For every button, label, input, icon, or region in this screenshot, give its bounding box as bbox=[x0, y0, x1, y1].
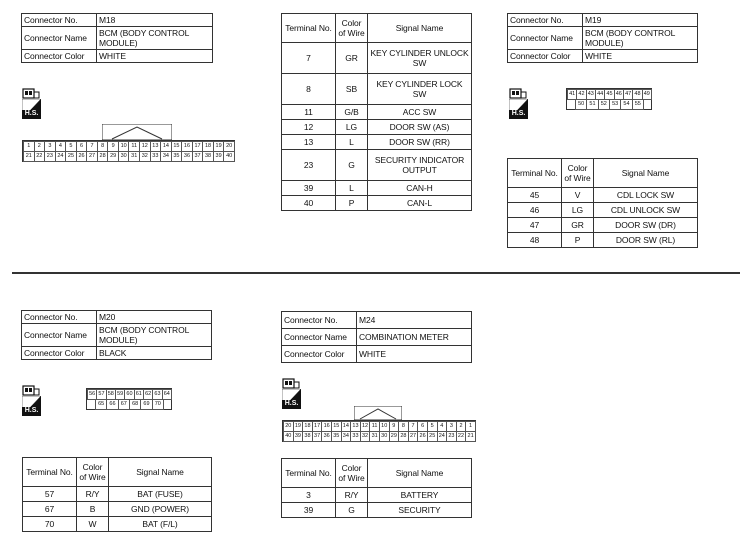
pin-cell: 23 bbox=[446, 431, 457, 442]
pin-cell: 28 bbox=[97, 151, 109, 162]
terminal-no-cell: 46 bbox=[508, 203, 562, 218]
pin-cell: 69 bbox=[140, 399, 152, 410]
pin-cell: 59 bbox=[115, 389, 125, 400]
pin-cell: 44 bbox=[595, 89, 605, 100]
pin-cell: 27 bbox=[86, 151, 98, 162]
pin-cell: 19 bbox=[213, 141, 225, 152]
pin-cell: 33 bbox=[350, 431, 361, 442]
m19-connector-face bbox=[566, 88, 652, 110]
pin-cell: 22 bbox=[34, 151, 46, 162]
info-value: WHITE bbox=[583, 50, 698, 63]
info-value: WHITE bbox=[97, 50, 213, 63]
pin-cell: 20 bbox=[283, 421, 294, 432]
pin-cell: 33 bbox=[150, 151, 162, 162]
pin-cell: 46 bbox=[614, 89, 624, 100]
info-key: Connector Color bbox=[22, 347, 97, 360]
pin-cell: 35 bbox=[331, 431, 342, 442]
wire-color-cell: R/Y bbox=[77, 487, 109, 502]
terminal-no-cell: 45 bbox=[508, 188, 562, 203]
wire-color-cell: R/Y bbox=[336, 488, 368, 503]
header-signal-name: Signal Name bbox=[109, 458, 212, 487]
pin-cell: 52 bbox=[598, 99, 610, 110]
signal-name-cell: CDL LOCK SW bbox=[594, 188, 698, 203]
pin-cell: 3 bbox=[446, 421, 457, 432]
pin-cell: 51 bbox=[586, 99, 598, 110]
pin-cell: 31 bbox=[128, 151, 140, 162]
pin-row-top bbox=[87, 389, 171, 399]
info-key: Connector No. bbox=[22, 311, 97, 324]
signal-name-cell: CAN-H bbox=[368, 181, 472, 196]
info-key: Connector Name bbox=[22, 27, 97, 50]
pin-cell: 29 bbox=[389, 431, 400, 442]
table-row bbox=[282, 120, 472, 135]
terminal-no-cell: 11 bbox=[282, 105, 336, 120]
header-signal-name: Signal Name bbox=[368, 459, 472, 488]
signal-name-cell: DOOR SW (AS) bbox=[368, 120, 472, 135]
header-wire-color: Color of Wire bbox=[562, 159, 594, 188]
info-key: Connector Name bbox=[508, 27, 583, 50]
pin-row-bottom bbox=[567, 99, 651, 109]
pin-cell: 55 bbox=[632, 99, 644, 110]
wire-color-cell: G bbox=[336, 503, 368, 518]
pin-row-bottom bbox=[87, 399, 171, 409]
pin-cell: 58 bbox=[106, 389, 116, 400]
wire-color-cell: G bbox=[336, 150, 368, 181]
terminal-no-cell: 39 bbox=[282, 181, 336, 196]
signal-name-cell: ACC SW bbox=[368, 105, 472, 120]
pin-cell: 9 bbox=[107, 141, 119, 152]
harness-side-icon bbox=[22, 385, 41, 416]
info-value: BCM (BODY CONTROL MODULE) bbox=[583, 27, 698, 50]
harness-side-icon bbox=[509, 88, 528, 119]
signal-name-cell: DOOR SW (RL) bbox=[594, 233, 698, 248]
pin-cell: 10 bbox=[118, 141, 130, 152]
pin-cell: 16 bbox=[181, 141, 193, 152]
pin-cell: 34 bbox=[160, 151, 172, 162]
pin-cell: 28 bbox=[398, 431, 409, 442]
pin-row-top bbox=[567, 89, 651, 99]
table-row bbox=[508, 218, 698, 233]
header-wire-color: Color of Wire bbox=[336, 459, 368, 488]
pin-cell: 2 bbox=[456, 421, 467, 432]
harness-side-icon bbox=[22, 88, 41, 119]
m24-terminal-table bbox=[281, 458, 472, 518]
wire-color-cell: L bbox=[336, 135, 368, 150]
header-signal-name: Signal Name bbox=[594, 159, 698, 188]
pin-cell: 42 bbox=[576, 89, 586, 100]
pin-cell: 8 bbox=[97, 141, 109, 152]
pin-cell: 13 bbox=[350, 421, 361, 432]
info-value: BLACK bbox=[97, 347, 212, 360]
pin-row-top bbox=[23, 141, 234, 151]
pin-cell: 39 bbox=[293, 431, 304, 442]
pin-cell: 14 bbox=[160, 141, 172, 152]
pin-row-top bbox=[283, 421, 475, 431]
connector-lock-tab bbox=[354, 406, 402, 420]
pin-cell: 45 bbox=[604, 89, 614, 100]
pin-cell: 24 bbox=[437, 431, 448, 442]
pin-cell: 54 bbox=[620, 99, 632, 110]
wire-color-cell: V bbox=[562, 188, 594, 203]
wire-color-cell: P bbox=[336, 196, 368, 211]
pin-cell: 53 bbox=[609, 99, 621, 110]
terminal-no-cell: 3 bbox=[282, 488, 336, 503]
pin-cell: 7 bbox=[86, 141, 98, 152]
pin-cell: 18 bbox=[202, 141, 214, 152]
pin-cell: 62 bbox=[143, 389, 153, 400]
header-signal-name: Signal Name bbox=[368, 14, 472, 43]
pin-cell: 9 bbox=[389, 421, 400, 432]
pin-cell: 40 bbox=[283, 431, 294, 442]
terminal-no-cell: 48 bbox=[508, 233, 562, 248]
signal-name-cell: SECURITY INDICATOR OUTPUT bbox=[368, 150, 472, 181]
pin-cell: 23 bbox=[44, 151, 56, 162]
terminal-no-cell: 40 bbox=[282, 196, 336, 211]
table-header bbox=[282, 14, 472, 43]
info-row bbox=[22, 14, 213, 27]
pin-cell: 32 bbox=[360, 431, 371, 442]
m19-terminal-table bbox=[507, 158, 698, 248]
pin-cell: 7 bbox=[408, 421, 419, 432]
pin-cell: 31 bbox=[369, 431, 380, 442]
table-row bbox=[23, 487, 212, 502]
wire-color-cell: SB bbox=[336, 74, 368, 105]
pin-cell: 66 bbox=[106, 399, 118, 410]
terminal-no-cell: 39 bbox=[282, 503, 336, 518]
pin-cell: 24 bbox=[55, 151, 67, 162]
info-key: Connector Name bbox=[22, 324, 97, 347]
pin-cell: 36 bbox=[321, 431, 332, 442]
pin-grid bbox=[282, 420, 476, 442]
pin-cell: 38 bbox=[202, 151, 214, 162]
pin-cell: 6 bbox=[76, 141, 88, 152]
info-row bbox=[282, 312, 472, 329]
pin-row-bottom bbox=[23, 151, 234, 161]
m24-connector-info bbox=[281, 311, 472, 363]
pin-cell: 43 bbox=[586, 89, 596, 100]
header-terminal-no: Terminal No. bbox=[282, 459, 336, 488]
pin-cell: 30 bbox=[379, 431, 390, 442]
info-row bbox=[508, 50, 698, 63]
pin-cell: 11 bbox=[369, 421, 380, 432]
pin-cell: 35 bbox=[171, 151, 183, 162]
table-row bbox=[282, 105, 472, 120]
connector-lock-tab bbox=[102, 124, 172, 140]
terminal-no-cell: 8 bbox=[282, 74, 336, 105]
signal-name-cell: DOOR SW (DR) bbox=[594, 218, 698, 233]
pin-cell: 63 bbox=[152, 389, 162, 400]
pin-cell: 37 bbox=[312, 431, 323, 442]
pin-cell: 6 bbox=[417, 421, 428, 432]
info-row bbox=[22, 50, 213, 63]
info-value: WHITE bbox=[357, 346, 472, 363]
pin-grid bbox=[22, 140, 235, 162]
m20-connector-info bbox=[21, 310, 212, 360]
info-key: Connector No. bbox=[282, 312, 357, 329]
pin-cell: 22 bbox=[456, 431, 467, 442]
signal-name-cell: GND (POWER) bbox=[109, 502, 212, 517]
info-key: Connector No. bbox=[508, 14, 583, 27]
table-row bbox=[282, 488, 472, 503]
info-key: Connector No. bbox=[22, 14, 97, 27]
pin-cell: 12 bbox=[360, 421, 371, 432]
table-row bbox=[282, 181, 472, 196]
info-row bbox=[282, 329, 472, 346]
pin-cell: 17 bbox=[312, 421, 323, 432]
pin-cell: 41 bbox=[567, 89, 577, 100]
pin-cell: 18 bbox=[302, 421, 313, 432]
terminal-no-cell: 12 bbox=[282, 120, 336, 135]
info-value: M24 bbox=[357, 312, 472, 329]
pin-cell: 34 bbox=[341, 431, 352, 442]
info-value: M20 bbox=[97, 311, 212, 324]
table-header bbox=[282, 459, 472, 488]
pin-cell: 2 bbox=[34, 141, 46, 152]
pin-cell: 3 bbox=[44, 141, 56, 152]
pin-cell: 67 bbox=[118, 399, 130, 410]
signal-name-cell: BAT (F/L) bbox=[109, 517, 212, 532]
info-value: BCM (BODY CONTROL MODULE) bbox=[97, 324, 212, 347]
wire-color-cell: W bbox=[77, 517, 109, 532]
terminal-no-cell: 47 bbox=[508, 218, 562, 233]
pin-row-bottom bbox=[283, 431, 475, 441]
pin-cell: 5 bbox=[427, 421, 438, 432]
pin-cell: 39 bbox=[213, 151, 225, 162]
info-row bbox=[22, 347, 212, 360]
pin-cell: 27 bbox=[408, 431, 419, 442]
info-row bbox=[508, 27, 698, 50]
table-row bbox=[282, 74, 472, 105]
section-divider bbox=[12, 272, 740, 274]
pin-cell: 11 bbox=[128, 141, 140, 152]
table-row bbox=[282, 503, 472, 518]
pin-cell: 8 bbox=[398, 421, 409, 432]
header-wire-color: Color of Wire bbox=[77, 458, 109, 487]
pin-cell: 65 bbox=[95, 399, 107, 410]
info-row bbox=[282, 346, 472, 363]
pin-cell: 56 bbox=[87, 389, 97, 400]
pin-cell: 61 bbox=[134, 389, 144, 400]
pin-cell: 25 bbox=[427, 431, 438, 442]
table-row bbox=[282, 43, 472, 74]
info-row bbox=[22, 27, 213, 50]
wire-color-cell: LG bbox=[336, 120, 368, 135]
table-row bbox=[282, 196, 472, 211]
info-key: Connector Color bbox=[282, 346, 357, 363]
wire-color-cell: GR bbox=[336, 43, 368, 74]
pin-cell: 4 bbox=[437, 421, 448, 432]
info-key: Connector Name bbox=[282, 329, 357, 346]
pin-cell: 36 bbox=[181, 151, 193, 162]
pin-cell: 1 bbox=[465, 421, 476, 432]
signal-name-cell: DOOR SW (RR) bbox=[368, 135, 472, 150]
terminal-no-cell: 23 bbox=[282, 150, 336, 181]
pin-cell: 30 bbox=[118, 151, 130, 162]
pin-cell: 5 bbox=[65, 141, 77, 152]
terminal-no-cell: 13 bbox=[282, 135, 336, 150]
pin-cell: 21 bbox=[465, 431, 476, 442]
m20-terminal-table bbox=[22, 457, 212, 532]
header-terminal-no: Terminal No. bbox=[23, 458, 77, 487]
info-row bbox=[22, 324, 212, 347]
table-row bbox=[508, 188, 698, 203]
m18-terminal-table bbox=[281, 13, 472, 211]
header-terminal-no: Terminal No. bbox=[282, 14, 336, 43]
pin-cell: 37 bbox=[192, 151, 204, 162]
pin-cell: 38 bbox=[302, 431, 313, 442]
m20-connector-face bbox=[86, 388, 172, 410]
hs-label: H.S. bbox=[284, 400, 299, 407]
table-row bbox=[508, 203, 698, 218]
header-terminal-no: Terminal No. bbox=[508, 159, 562, 188]
m19-connector-info bbox=[507, 13, 698, 63]
pin-cell: 68 bbox=[129, 399, 141, 410]
table-row bbox=[282, 135, 472, 150]
info-value: COMBINATION METER bbox=[357, 329, 472, 346]
pin-cell: 12 bbox=[139, 141, 151, 152]
signal-name-cell: CAN-L bbox=[368, 196, 472, 211]
header-wire-color: Color of Wire bbox=[336, 14, 368, 43]
signal-name-cell: CDL UNLOCK SW bbox=[594, 203, 698, 218]
pin-cell: 13 bbox=[150, 141, 162, 152]
pin-cell: 29 bbox=[107, 151, 119, 162]
pin-cell: 15 bbox=[331, 421, 342, 432]
pin-cell: 32 bbox=[139, 151, 151, 162]
table-header bbox=[508, 159, 698, 188]
pin-cell: 49 bbox=[642, 89, 652, 100]
info-value: M18 bbox=[97, 14, 213, 27]
wire-color-cell: P bbox=[562, 233, 594, 248]
pin-cell: 47 bbox=[623, 89, 633, 100]
table-row bbox=[282, 150, 472, 181]
pin-cell: 19 bbox=[293, 421, 304, 432]
wire-color-cell: GR bbox=[562, 218, 594, 233]
info-row bbox=[508, 14, 698, 27]
hs-label: H.S. bbox=[24, 407, 39, 414]
pin-cell: 26 bbox=[417, 431, 428, 442]
table-row bbox=[23, 517, 212, 532]
signal-name-cell: KEY CYLINDER UNLOCK SW bbox=[368, 43, 472, 74]
pin-cell: 25 bbox=[65, 151, 77, 162]
pin-cell: 1 bbox=[23, 141, 35, 152]
table-row bbox=[508, 233, 698, 248]
pin-cell: 70 bbox=[152, 399, 164, 410]
terminal-no-cell: 7 bbox=[282, 43, 336, 74]
pin-cell: 60 bbox=[124, 389, 134, 400]
terminal-no-cell: 67 bbox=[23, 502, 77, 517]
pin-cell: 50 bbox=[575, 99, 587, 110]
pin-cell: 48 bbox=[632, 89, 642, 100]
pin-cell: 14 bbox=[341, 421, 352, 432]
signal-name-cell: BAT (FUSE) bbox=[109, 487, 212, 502]
wire-color-cell: G/B bbox=[336, 105, 368, 120]
harness-side-icon bbox=[282, 378, 301, 409]
signal-name-cell: KEY CYLINDER LOCK SW bbox=[368, 74, 472, 105]
signal-name-cell: BATTERY bbox=[368, 488, 472, 503]
pin-cell: 40 bbox=[223, 151, 235, 162]
pin-cell: 16 bbox=[321, 421, 332, 432]
terminal-no-cell: 57 bbox=[23, 487, 77, 502]
pin-cell: 4 bbox=[55, 141, 67, 152]
info-key: Connector Color bbox=[508, 50, 583, 63]
table-header bbox=[23, 458, 212, 487]
pin-cell: 21 bbox=[23, 151, 35, 162]
pin-cell: 26 bbox=[76, 151, 88, 162]
info-value: M19 bbox=[583, 14, 698, 27]
info-key: Connector Color bbox=[22, 50, 97, 63]
pin-cell: 57 bbox=[96, 389, 106, 400]
signal-name-cell: SECURITY bbox=[368, 503, 472, 518]
hs-label: H.S. bbox=[24, 110, 39, 117]
hs-label: H.S. bbox=[511, 110, 526, 117]
pin-cell: 15 bbox=[171, 141, 183, 152]
wire-color-cell: L bbox=[336, 181, 368, 196]
wire-color-cell: B bbox=[77, 502, 109, 517]
info-row bbox=[22, 311, 212, 324]
pin-cell: 20 bbox=[223, 141, 235, 152]
pin-cell: 64 bbox=[162, 389, 172, 400]
pin-cell: 10 bbox=[379, 421, 390, 432]
wire-color-cell: LG bbox=[562, 203, 594, 218]
terminal-no-cell: 70 bbox=[23, 517, 77, 532]
pin-cell: 17 bbox=[192, 141, 204, 152]
table-row bbox=[23, 502, 212, 517]
info-value: BCM (BODY CONTROL MODULE) bbox=[97, 27, 213, 50]
m18-connector-info bbox=[21, 13, 213, 63]
